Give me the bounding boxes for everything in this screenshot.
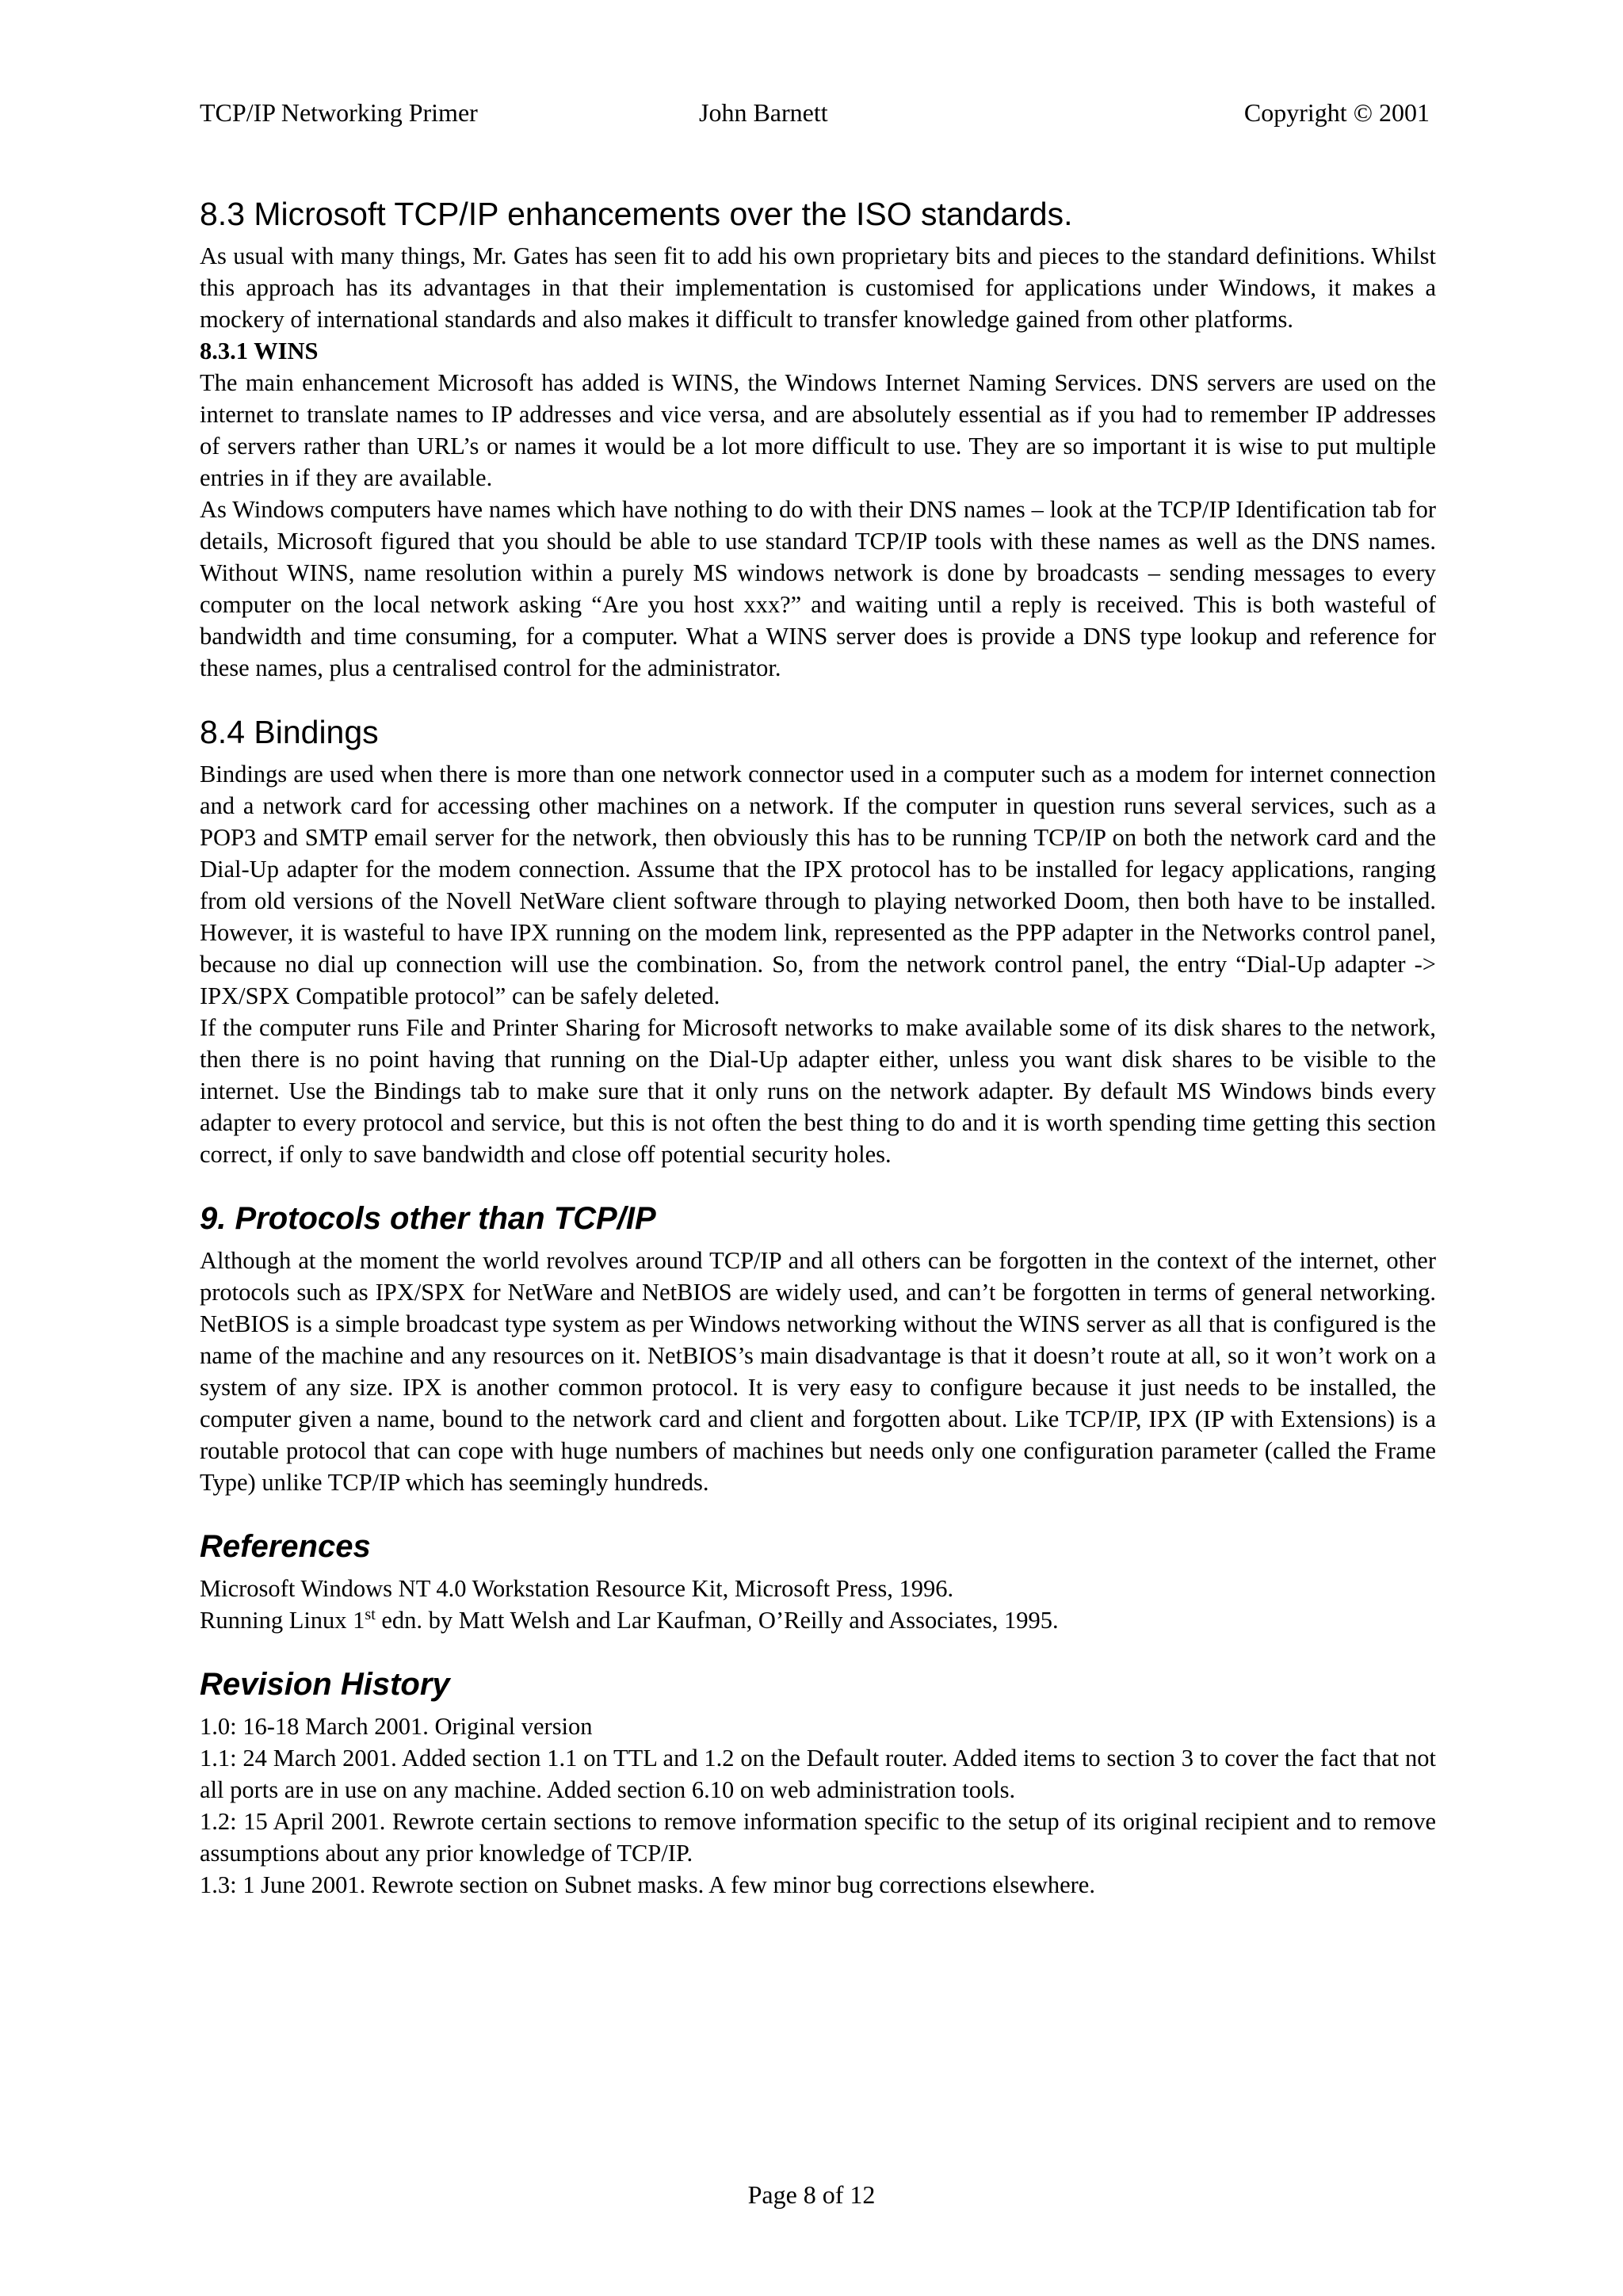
revision-entry: 1.2: 15 April 2001. Rewrote certain sections to remove information specific to the setup of its original recipient and to remove assumptions about any prior knowledge of TCP/IP. [200,1808,1436,1867]
bindings-paragraph-2: If the computer runs File and Printer Sharing for Microsoft networks to make available some of its disk shares to the network, then there is no point having that running on the Dial-Up adapter either, unless you want disk shares to be visible to the internet. Use the Bindings tab to make sure that it only runs on the network adapter. By default MS Windows binds every adapter to every protocol and service, but this is not often the best thing to do and it is worth spending time getting this section correct, if only to save bandwidth and close off potential security holes. [200,1014,1436,1168]
reference-1: Microsoft Windows NT 4.0 Workstation Resource Kit, Microsoft Press, 1996. [200,1575,954,1602]
page-number: Page 8 of 12 [747,2180,876,2209]
header-copyright: Copyright © 2001 [1243,98,1430,127]
wins-paragraph-1: The main enhancement Microsoft has added is WINS, the Windows Internet Naming Services. DNS servers are used on the internet to translate names to IP addresses and vice versa, and are absolutely essential as if you had to remember IP addresses of servers rather than URL’s or names it would be a lot more difficult to use. They are so important it is wise to put multiple entries in if they are available. [200,369,1436,491]
section-8-3-paragraph: As usual with many things, Mr. Gates has seen fit to add his own proprietary bits and pieces to the standard definitions. Whilst this approach has its advantages in that their implementation is customised for applications under Windows, it makes a mockery of international standards and also makes it difficult to transfer knowledge gained from other platforms. [200,242,1436,333]
revision-entry: 1.0: 16-18 March 2001. Original version [200,1713,593,1740]
page-body [200,194,1436,1901]
revision-entry: 1.1: 24 March 2001. Added section 1.1 on TTL and 1.2 on the Default router. Added items to section 3 to cover the fact that not all ports are in use on any machine. Added section 6.10 on web administration tools. [200,1745,1436,1803]
bindings-paragraph-1: Bindings are used when there is more than one network connector used in a computer such as a modem for internet connection and a network card for accessing other machines on a network. If the computer in question runs several services, such as a POP3 and SMTP email server for the network, then obviously this has to be running TCP/IP on both the network card and the Dial-Up adapter for the modem connection. Assume that the IPX protocol has to be installed for legacy applications, ranging from old versions of the Novell NetWare client software through to playing networked Doom, then both have to be installed. However, it is wasteful to have IPX running on the modem link, represented as the PPP adapter in the Networks control panel, because no dial up connection will use the combination. So, from the network control panel, the entry “Dial-Up adapter -> IPX/SPX Compatible protocol” can be safely deleted. [200,761,1436,1009]
protocols-paragraph: Although at the moment the world revolves around TCP/IP and all others can be forgotten in the context of the internet, other protocols such as IPX/SPX for NetWare and NetBIOS are widely used, and can’t be forgotten in terms of general networking. NetBIOS is a simple broadcast type system as per Windows networking without the WINS server as all that is configured is the name of the machine and any resources on it. NetBIOS’s main disadvantage is that it doesn’t route at all, so it won’t work on a system of any size. IPX is another common protocol. It is very easy to configure because it just needs to be installed, the computer given a name, bound to the network card and client and forgotten about. Like TCP/IP, IPX (IP with Extensions) is a routable protocol that can cope with huge numbers of machines but needs only one configuration parameter (called the Frame Type) unlike TCP/IP which has seemingly hundreds. [200,1247,1436,1496]
header-doc-title: TCP/IP Networking Primer [200,98,478,127]
revision-history-heading: Revision History [200,1667,450,1702]
reference-2: Running Linux 1st edn. by Matt Welsh and Lar Kaufman, O’Reilly and Associates, 1995. [200,1605,1059,1634]
header-author: John Barnett [699,98,828,127]
section-8-4-heading: 8.4 Bindings [200,714,379,750]
section-8-3-heading: 8.3 Microsoft TCP/IP enhancements over the ISO standards. [200,196,1073,232]
section-9-heading: 9. Protocols other than TCP/IP [200,1201,656,1236]
references-heading: References [200,1529,371,1564]
subsection-wins-heading: 8.3.1 WINS [200,338,319,364]
revision-entry: 1.3: 1 June 2001. Rewrote section on Subnet masks. A few minor bug corrections elsewhere. [200,1871,1095,1898]
wins-paragraph-2: As Windows computers have names which have nothing to do with their DNS names – look at the TCP/IP Identification tab for details, Microsoft figured that you should be able to use standard TCP/IP tools with these names as well as the DNS names. Without WINS, name resolution within a purely MS windows network is done by broadcasts – sending messages to every computer on the local network asking “Are you host xxx?” and waiting until a reply is received. This is both wasteful of bandwidth and time consuming, for a computer. What a WINS server does is provide a DNS type lookup and reference for these names, plus a centralised control for the administrator. [200,496,1436,681]
